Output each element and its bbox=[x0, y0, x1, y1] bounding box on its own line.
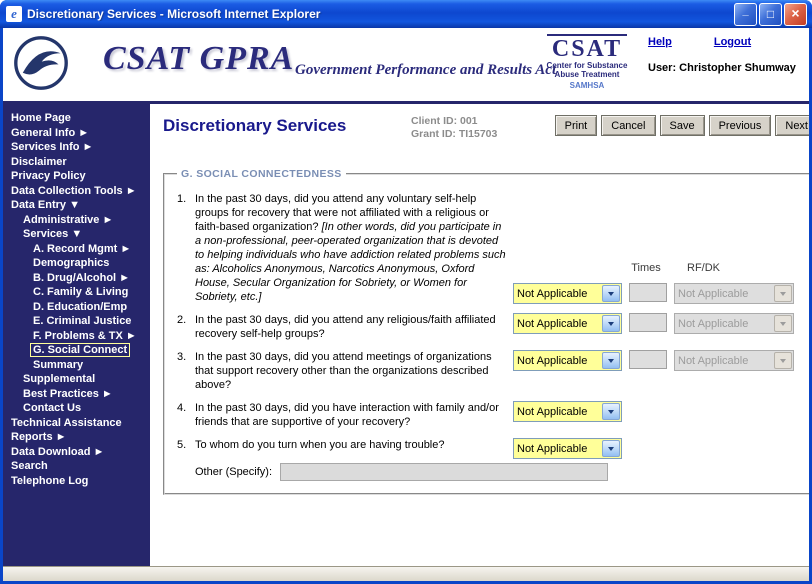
internet-explorer-icon: e bbox=[6, 6, 22, 22]
question-row-3 bbox=[175, 350, 805, 392]
q1-rfdk-select bbox=[674, 283, 794, 304]
close-button[interactable] bbox=[784, 3, 807, 26]
q2-answer-select[interactable] bbox=[513, 313, 622, 334]
seal-name: CSAT bbox=[551, 36, 623, 62]
sidebar-item-services-info[interactable]: Services Info ► bbox=[11, 141, 94, 153]
sidebar-item-a-record-mgmt[interactable]: A. Record Mgmt ► bbox=[33, 242, 132, 255]
header-links bbox=[648, 36, 809, 48]
question-number: 4. bbox=[177, 402, 187, 414]
csat-seal-logo bbox=[543, 34, 631, 90]
sidebar-item-disclaimer[interactable]: Disclaimer bbox=[11, 155, 67, 168]
dropdown-arrow-icon bbox=[602, 315, 620, 332]
sidebar-item-general-info[interactable]: General Info ► bbox=[11, 126, 90, 139]
q3-rfdk-select bbox=[674, 350, 794, 371]
question-text bbox=[195, 192, 507, 304]
sidebar-item-home-page[interactable]: Home Page bbox=[11, 112, 71, 124]
question-3-controls bbox=[513, 350, 794, 392]
q1-rfdk-value: Not Applicable bbox=[678, 287, 749, 300]
logout-link[interactable]: Logout bbox=[713, 36, 752, 48]
q4-answer-value: Not Applicable bbox=[517, 405, 588, 418]
question-row-1 bbox=[175, 192, 805, 304]
social-connectedness-section bbox=[163, 168, 809, 495]
q3-answer-select[interactable] bbox=[513, 350, 622, 371]
question-number: 3. bbox=[177, 351, 187, 363]
sidebar-navigation bbox=[3, 104, 150, 566]
question-number: 1. bbox=[177, 193, 187, 205]
grant-id: Grant ID: TI15703 bbox=[411, 128, 498, 140]
window-body bbox=[3, 28, 809, 581]
sidebar-item-d-education-emp[interactable]: D. Education/Emp bbox=[33, 300, 128, 313]
question-2-text: In the past 30 days, did you attend any religious/faith affiliated recovery self-help groups? bbox=[195, 314, 496, 340]
q3-rfdk-value: Not Applicable bbox=[678, 354, 749, 367]
sidebar-item-g-social-connect-label: G. Social Connect bbox=[30, 343, 130, 357]
q3-times-input bbox=[629, 350, 667, 369]
sidebar-item-demographics[interactable]: Demographics bbox=[33, 257, 110, 269]
question-text bbox=[195, 401, 507, 429]
sidebar-item-e-criminal-justice[interactable]: E. Criminal Justice bbox=[33, 315, 132, 327]
brand-tagline: Government Performance and Results Act bbox=[295, 62, 557, 78]
question-row-4 bbox=[175, 401, 805, 429]
sidebar-item-reports[interactable]: Reports ► bbox=[11, 431, 67, 443]
question-1-note: [In other words, did you participate in a non-professional, peer-operated organization that is devoted to helping individuals who have addiction related problems such as: Alcoholics Anonymous, Narcotics Anonymous, Oxford House, Secular Organization for Sobriety, or Women for Sobriety, etc.] bbox=[195, 221, 506, 303]
window-title: Discretionary Services - Microsoft Internet Explorer bbox=[27, 7, 321, 21]
dropdown-arrow-icon bbox=[774, 285, 792, 302]
sidebar-item-contact-us[interactable]: Contact Us bbox=[23, 402, 82, 414]
question-number: 2. bbox=[177, 314, 187, 326]
dropdown-arrow-icon bbox=[602, 352, 620, 369]
brand-logo: CSAT GPRA bbox=[103, 40, 295, 77]
question-text bbox=[195, 438, 507, 459]
window-controls bbox=[732, 3, 807, 26]
record-ids bbox=[411, 115, 531, 141]
question-1-controls bbox=[513, 192, 805, 304]
dropdown-arrow-icon bbox=[774, 315, 792, 332]
main-content bbox=[150, 104, 809, 566]
seal-samhsa: SAMHSA bbox=[569, 81, 605, 90]
content-row bbox=[3, 104, 809, 566]
dropdown-arrow-icon bbox=[774, 352, 792, 369]
print-button[interactable]: Print bbox=[555, 115, 598, 136]
q1-times-input bbox=[629, 283, 667, 302]
main-header bbox=[163, 114, 809, 141]
client-id: Client ID: 001 bbox=[411, 115, 478, 127]
save-button[interactable]: Save bbox=[660, 115, 705, 136]
q2-times-input bbox=[629, 313, 667, 332]
section-legend: G. SOCIAL CONNECTEDNESS bbox=[181, 168, 342, 180]
sidebar-item-c-family-living[interactable]: C. Family & Living bbox=[33, 286, 129, 298]
sidebar-item-summary[interactable]: Summary bbox=[33, 358, 84, 371]
close-icon: × bbox=[791, 5, 800, 21]
rfdk-column-header: RF/DK bbox=[687, 262, 720, 274]
question-1-control-line bbox=[513, 283, 805, 304]
dropdown-arrow-icon bbox=[602, 440, 620, 457]
titlebar[interactable] bbox=[0, 0, 812, 28]
previous-button[interactable]: Previous bbox=[709, 115, 772, 136]
sidebar-item-supplemental[interactable]: Supplemental bbox=[23, 373, 96, 385]
question-row-5 bbox=[175, 438, 805, 459]
action-toolbar bbox=[555, 115, 809, 136]
q2-answer-value: Not Applicable bbox=[517, 317, 588, 330]
dropdown-arrow-icon bbox=[602, 403, 620, 420]
q5-answer-value: Not Applicable bbox=[517, 442, 588, 455]
q1-answer-select[interactable] bbox=[513, 283, 622, 304]
question-4-text: In the past 30 days, did you have interaction with family and/or friends that are supportive of your recovery? bbox=[195, 402, 499, 428]
other-specify-label: Other (Specify): bbox=[195, 466, 273, 478]
next-button[interactable]: Next bbox=[775, 115, 809, 136]
seal-subtitle-2: Abuse Treatment bbox=[554, 70, 620, 79]
q4-answer-select[interactable] bbox=[513, 401, 622, 422]
sidebar-item-f-problems-tx[interactable]: F. Problems & TX ► bbox=[33, 329, 137, 342]
other-specify-input bbox=[280, 463, 608, 481]
question-text bbox=[195, 313, 507, 341]
q2-rfdk-value: Not Applicable bbox=[678, 317, 749, 330]
app-header bbox=[3, 28, 809, 104]
seal-subtitle-1: Center for Substance bbox=[546, 61, 628, 70]
other-specify-row bbox=[175, 463, 805, 481]
column-headers bbox=[513, 262, 805, 274]
page-title: Discretionary Services bbox=[163, 116, 347, 135]
logged-in-user: User: Christopher Shumway bbox=[648, 62, 796, 74]
question-number: 5. bbox=[177, 439, 187, 451]
cancel-button[interactable]: Cancel bbox=[601, 115, 655, 136]
minimize-button[interactable] bbox=[734, 3, 757, 26]
question-4-controls bbox=[513, 401, 622, 429]
maximize-icon: □ bbox=[766, 6, 775, 21]
sidebar-item-search[interactable]: Search bbox=[11, 460, 48, 472]
sidebar-item-services[interactable]: Services ▼ bbox=[23, 228, 83, 240]
sidebar-item-administrative[interactable]: Administrative ► bbox=[23, 213, 114, 226]
sidebar-item-data-collection-tools[interactable]: Data Collection Tools ► bbox=[11, 184, 137, 197]
sidebar-item-technical-assistance[interactable]: Technical Assistance bbox=[11, 416, 122, 429]
hhs-eagle-logo bbox=[13, 35, 69, 91]
minimize-icon: _ bbox=[742, 5, 749, 17]
help-link[interactable]: Help bbox=[648, 36, 672, 48]
q1-answer-value: Not Applicable bbox=[517, 287, 588, 300]
dropdown-arrow-icon bbox=[602, 285, 620, 302]
question-2-controls bbox=[513, 313, 794, 341]
maximize-button[interactable] bbox=[759, 3, 782, 26]
status-bar bbox=[3, 566, 809, 581]
question-5-text: To whom do you turn when you are having trouble? bbox=[195, 439, 445, 451]
question-5-controls bbox=[513, 438, 622, 459]
sidebar-item-best-practices[interactable]: Best Practices ► bbox=[23, 387, 113, 400]
question-3-text: In the past 30 days, did you attend meetings of organizations that support recovery other than the organizations described above? bbox=[195, 351, 492, 391]
sidebar-item-data-entry[interactable]: Data Entry ▼ bbox=[11, 199, 80, 211]
header-right bbox=[648, 36, 809, 74]
sidebar-item-b-drug-alcohol[interactable]: B. Drug/Alcohol ► bbox=[33, 271, 131, 284]
sidebar-item-g-social-connect[interactable] bbox=[3, 343, 150, 358]
sidebar-item-privacy-policy[interactable]: Privacy Policy bbox=[11, 170, 86, 182]
q3-answer-value: Not Applicable bbox=[517, 354, 588, 367]
question-row-2 bbox=[175, 313, 805, 341]
question-text bbox=[195, 350, 507, 392]
times-column-header: Times bbox=[631, 262, 661, 274]
sidebar-item-data-download[interactable]: Data Download ► bbox=[11, 445, 105, 458]
question-1-text: In the past 30 days, did you attend any voluntary self-help groups for recovery that were not affiliated with a religious or faith-based organization? bbox=[195, 193, 489, 233]
q5-answer-select[interactable] bbox=[513, 438, 622, 459]
q2-rfdk-select bbox=[674, 313, 794, 334]
sidebar-item-telephone-log[interactable]: Telephone Log bbox=[11, 474, 89, 487]
